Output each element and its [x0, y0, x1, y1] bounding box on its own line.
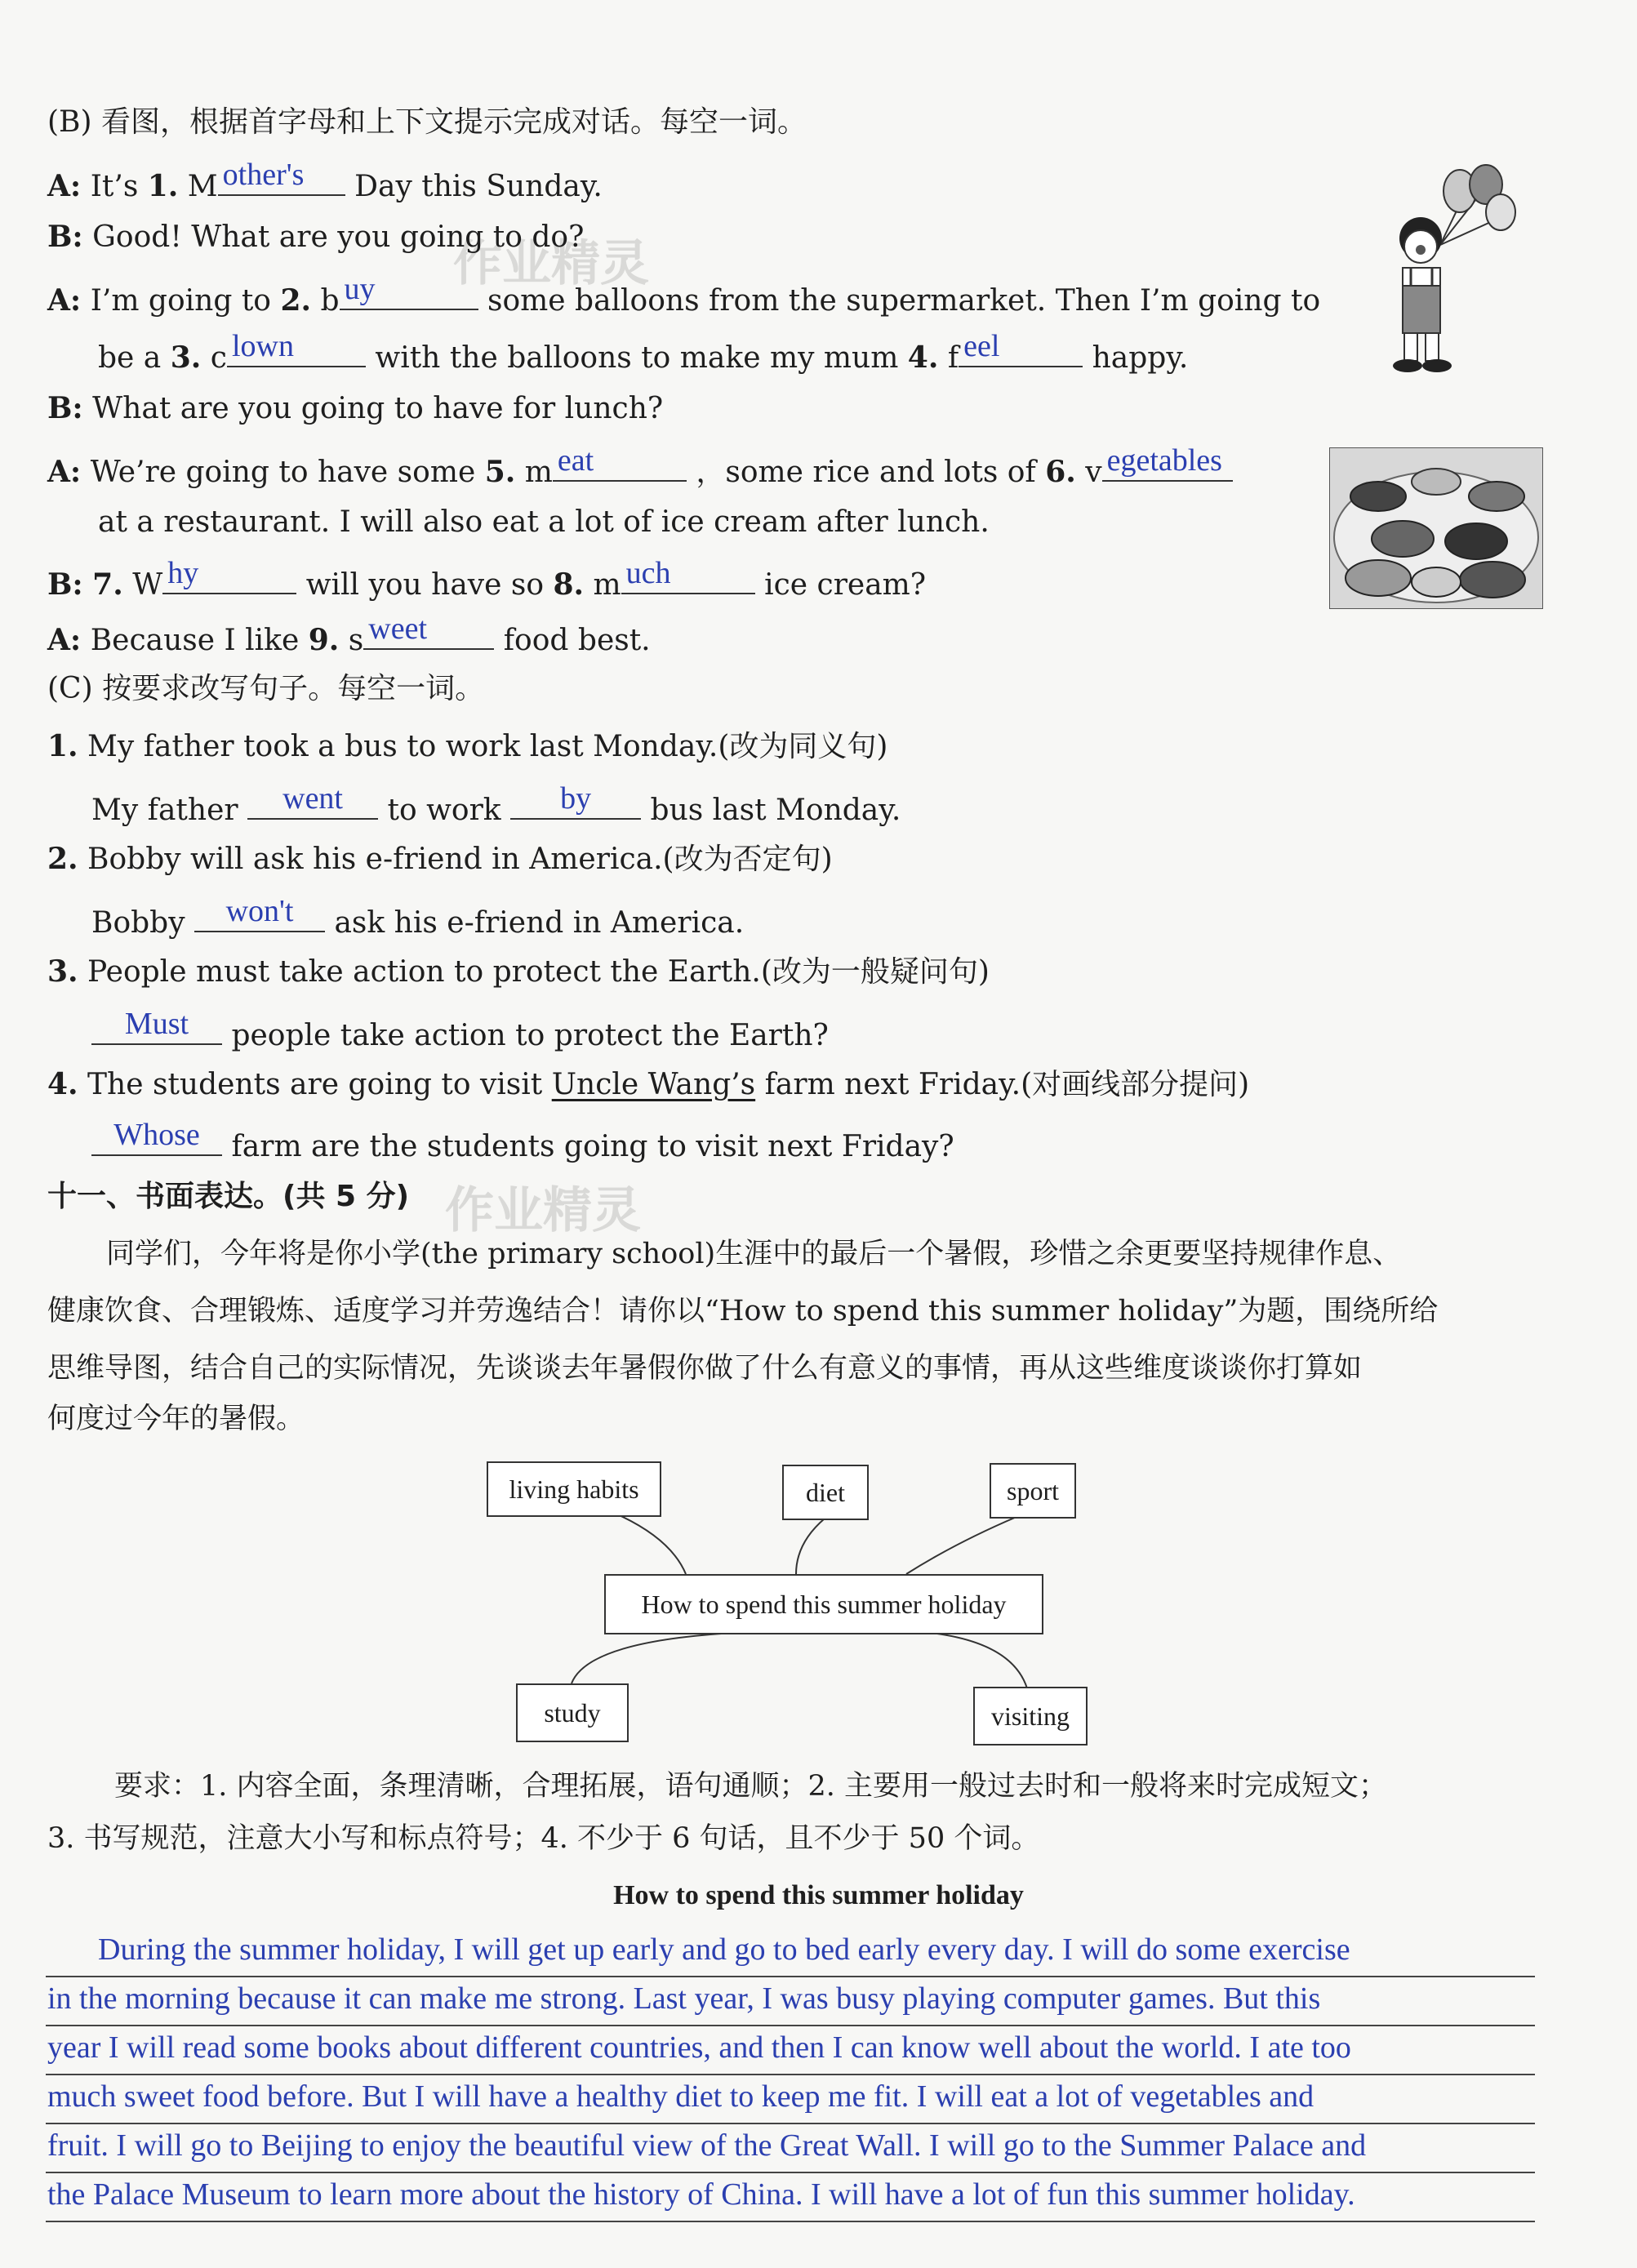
essay-line-4: much sweet food before. But I will have a healthy diet to keep me fit. I will eat a lot of vegetables and [47, 2079, 1314, 2114]
answer-1: other's [222, 158, 305, 192]
essay-line-3: year I will read some books about different countries, and then I can know well about the world. I ate too [47, 2030, 1351, 2065]
mindmap-visiting: visiting [973, 1687, 1088, 1745]
dialog-line-6: A: We’re going to have some 5. m eat ，some rice and lots of 6. v egetables [47, 447, 1233, 491]
dialog-line-1: A: It’s 1. M other's Day this Sunday. [47, 158, 603, 203]
essay-line-2: in the morning because it can make me strong. Last year, I was busy playing computer games. But this [47, 1981, 1321, 2016]
answer-4: eel [963, 329, 1000, 363]
answer-9: weet [368, 611, 428, 646]
c-answer-4: Whose [113, 1118, 200, 1152]
mindmap-study: study [516, 1683, 629, 1742]
essay-line-5: fruit. I will go to Beijing to enjoy the beautiful view of the Great Wall. I will go to the Summer Palace and [47, 2128, 1367, 2163]
answer-line-2: Bobby won't ask his e-friend in America. [91, 894, 745, 940]
answer-8: uch [625, 556, 671, 590]
question-3: 3. People must take action to protect the Earth.(改为一般疑问句) [47, 954, 990, 989]
question-1: 1. My father took a bus to work last Monday.(改为同义句) [47, 729, 888, 763]
c-answer-1a: went [282, 781, 343, 816]
prompt-line-2: 健康饮食、合理锻炼、适度学习并劳逸结合！请你以“How to spend this summer holiday”为题，围绕所给 [47, 1295, 1439, 1327]
section-c-title: (C) 按要求改写句子。每空一词。 [47, 672, 485, 705]
watermark: 作业精灵 [445, 1182, 641, 1239]
answer-line-1: My father went to work by bus last Monday. [91, 781, 901, 827]
dialog-line-8: B: 7. W hy will you have so 8. m uch ice cream? [47, 556, 927, 602]
dialog-line-4: be a 3. c lown with the balloons to make my mum 4. f eel happy. [98, 329, 1189, 375]
mindmap-living-habits: living habits [487, 1461, 661, 1517]
requirements-line-1: 要求：1. 内容全面，条理清晰，合理拓展，语句通顺；2. 主要用一般过去时和一般将来时完成短文； [114, 1770, 1388, 1803]
dialog-line-2: B: Good! What are you going to do? [47, 220, 585, 254]
prompt-line-4: 何度过今年的暑假。 [47, 1403, 305, 1435]
question-4: 4. The students are going to visit Uncle Wang’s farm next Friday.(对画线部分提问) [47, 1067, 1250, 1101]
answer-5: eat [557, 443, 594, 478]
c-answer-3: Must [124, 1007, 189, 1041]
section-b-title: (B) 看图，根据首字母和上下文提示完成对话。每空一词。 [47, 105, 807, 139]
prompt-line-3: 思维导图，结合自己的实际情况，先谈谈去年暑假你做了什么有意义的事情，再从这些维度谈谈你打算如 [47, 1352, 1363, 1385]
dialog-line-3: A: I’m going to 2. b uy some balloons from the supermarket. Then I’m going to [47, 272, 1321, 318]
answer-2: uy [344, 272, 376, 306]
c-answer-1b: by [560, 781, 592, 816]
dialog-line-9: A: Because I like 9. s weet food best. [47, 611, 651, 657]
requirements-line-2: 3. 书写规范，注意大小写和标点符号；4. 不少于 6 句话，且不少于 50 个词。 [47, 1822, 1040, 1855]
question-2: 2. Bobby will ask his e-friend in America.(改为否定句) [47, 842, 833, 876]
c-answer-2: won't [225, 894, 294, 928]
answer-7: hy [167, 556, 199, 590]
section-11-title: 十一、书面表达。(共 5 分) [47, 1180, 410, 1213]
answer-line-3: Must people take action to protect the Earth? [91, 1011, 829, 1054]
essay-line-1: During the summer holiday, I will get up early and go to bed early every day. I will do some exercise [98, 1932, 1350, 1967]
prompt-line-1: 同学们，今年将是你小学(the primary school)生涯中的最后一个暑假，珍惜之余更要坚持规律作息、 [106, 1238, 1402, 1270]
answer-line-4: Whose farm are the students going to visit next Friday? [91, 1122, 954, 1165]
dialog-line-5: B: What are you going to have for lunch? [47, 391, 664, 425]
mindmap-sport: sport [990, 1463, 1076, 1519]
mindmap-center: How to spend this summer holiday [604, 1574, 1043, 1634]
answer-6: egetables [1106, 443, 1222, 478]
watermark: 作业精灵 [453, 235, 649, 292]
answer-3: lown [231, 329, 294, 363]
essay-line-6: the Palace Museum to learn more about the history of China. I will have a lot of fun this summer holiday. [47, 2177, 1355, 2212]
mindmap-diet: diet [782, 1465, 869, 1520]
dialog-line-7: at a restaurant. I will also eat a lot of ice cream after lunch. [98, 505, 990, 539]
essay-title: How to spend this summer holiday [613, 1880, 1024, 1910]
